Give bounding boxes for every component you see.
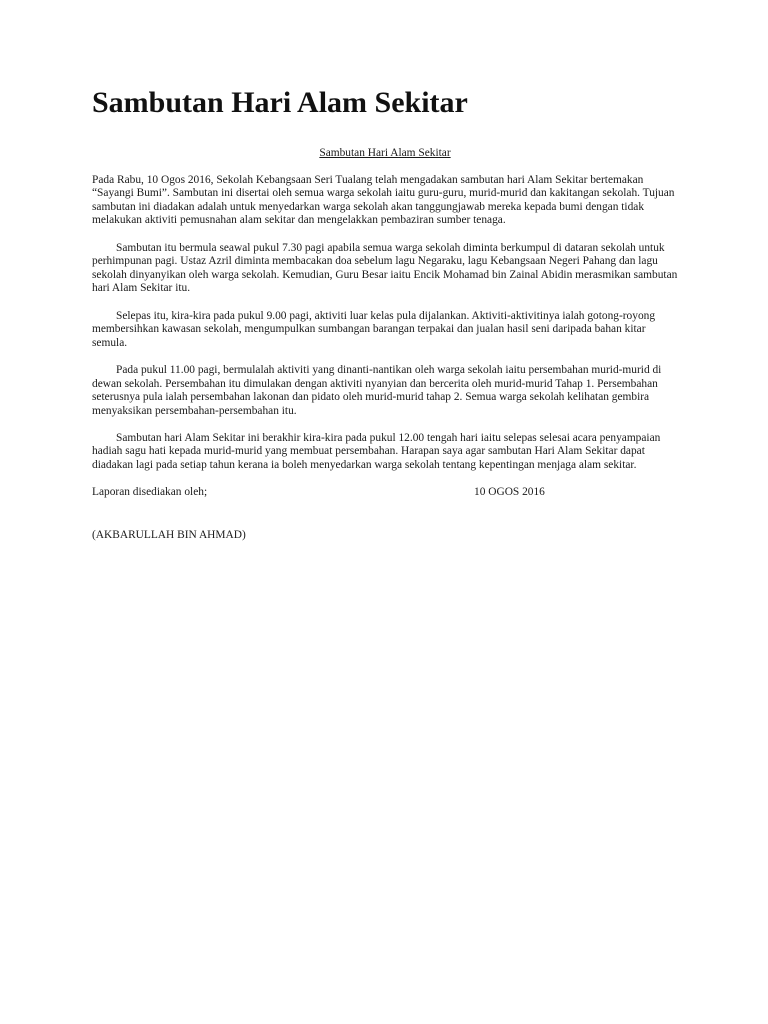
paragraph-closing: Sambutan hari Alam Sekitar ini berakhir kira-kira pada pukul 12.00 tengah hari iaitu selepas selesai acara penyampaian hadiah sagu hati kepada murid-murid yang membuat persembahan. Harapan saya agar sambutan Hari Alam Sekitar dapat diadakan lagi pada setiap tahun kerana ia boleh menyedarkan warga sekolah tentang kepentingan menjaga alam sekitar. (92, 431, 661, 472)
report-date: 10 OGOS 2016 (474, 486, 545, 499)
paragraph-outdoor-activities: Selepas itu, kira-kira pada pukul 9.00 pagi, aktiviti luar kelas pula dijalankan. Aktiviti-aktivitinya ialah gotong-royong membersihkan kawasan sekolah, mengumpulkan sumbangan barangan terpakai dan jualan hasil seni daripada bahan kitar semula. (92, 309, 656, 349)
report-body (92, 147, 678, 543)
document-title: Sambutan Hari Alam Sekitar (92, 86, 468, 119)
signatory-name: (AKBARULLAH BIN AHMAD) (92, 529, 246, 542)
report-subtitle: Sambutan Hari Alam Sekitar (319, 147, 451, 159)
paragraph-performances: Pada pukul 11.00 pagi, bermulalah aktiviti yang dinanti-nantikan oleh warga sekolah iaitu persembahan murid-murid di dewan sekolah. Persembahan itu dimulakan dengan aktiviti nyanyian dan bercerita oleh murid-murid Tahap 1. Persembahan seterusnya pula ialah persembahan lakonan dan pidato oleh murid-murid tahap 2. Semua warga sekolah kelihatan gembira menyaksikan persembahan-persembahan itu. (92, 363, 662, 417)
signature-row (92, 486, 678, 500)
paragraph-assembly: Sambutan itu bermula seawal pukul 7.30 pagi apabila semua warga sekolah diminta berkumpul di dataran sekolah untuk perhimpunan pagi. Ustaz Azril diminta membacakan doa sebelum lagu Negaraku, lagu Kebangsaan Negeri Pahang dan lagu sekolah dinyanyikan oleh warga sekolah. Kemudian, Guru Besar iaitu Encik Mohamad bin Zainal Abidin merasmikan sambutan hari Alam Sekitar itu. (92, 241, 678, 295)
prepared-by-label: Laporan disediakan oleh; (92, 486, 208, 499)
paragraph-intro: Pada Rabu, 10 Ogos 2016, Sekolah Kebangsaan Seri Tualang telah mengadakan sambutan hari Alam Sekitar bertemakan “Sayangi Bumi”. Sambutan ini disertai oleh semua warga sekolah iaitu guru-guru, murid-murid dan kakitangan sekolah. Tujuan sambutan ini diadakan adalah untuk menyedarkan warga sekolah akan tanggungjawab mereka kepada bumi dengan tidak melakukan aktiviti pemusnahan alam sekitar dan mengelakkan pembaziran sumber tenaga. (92, 173, 675, 227)
